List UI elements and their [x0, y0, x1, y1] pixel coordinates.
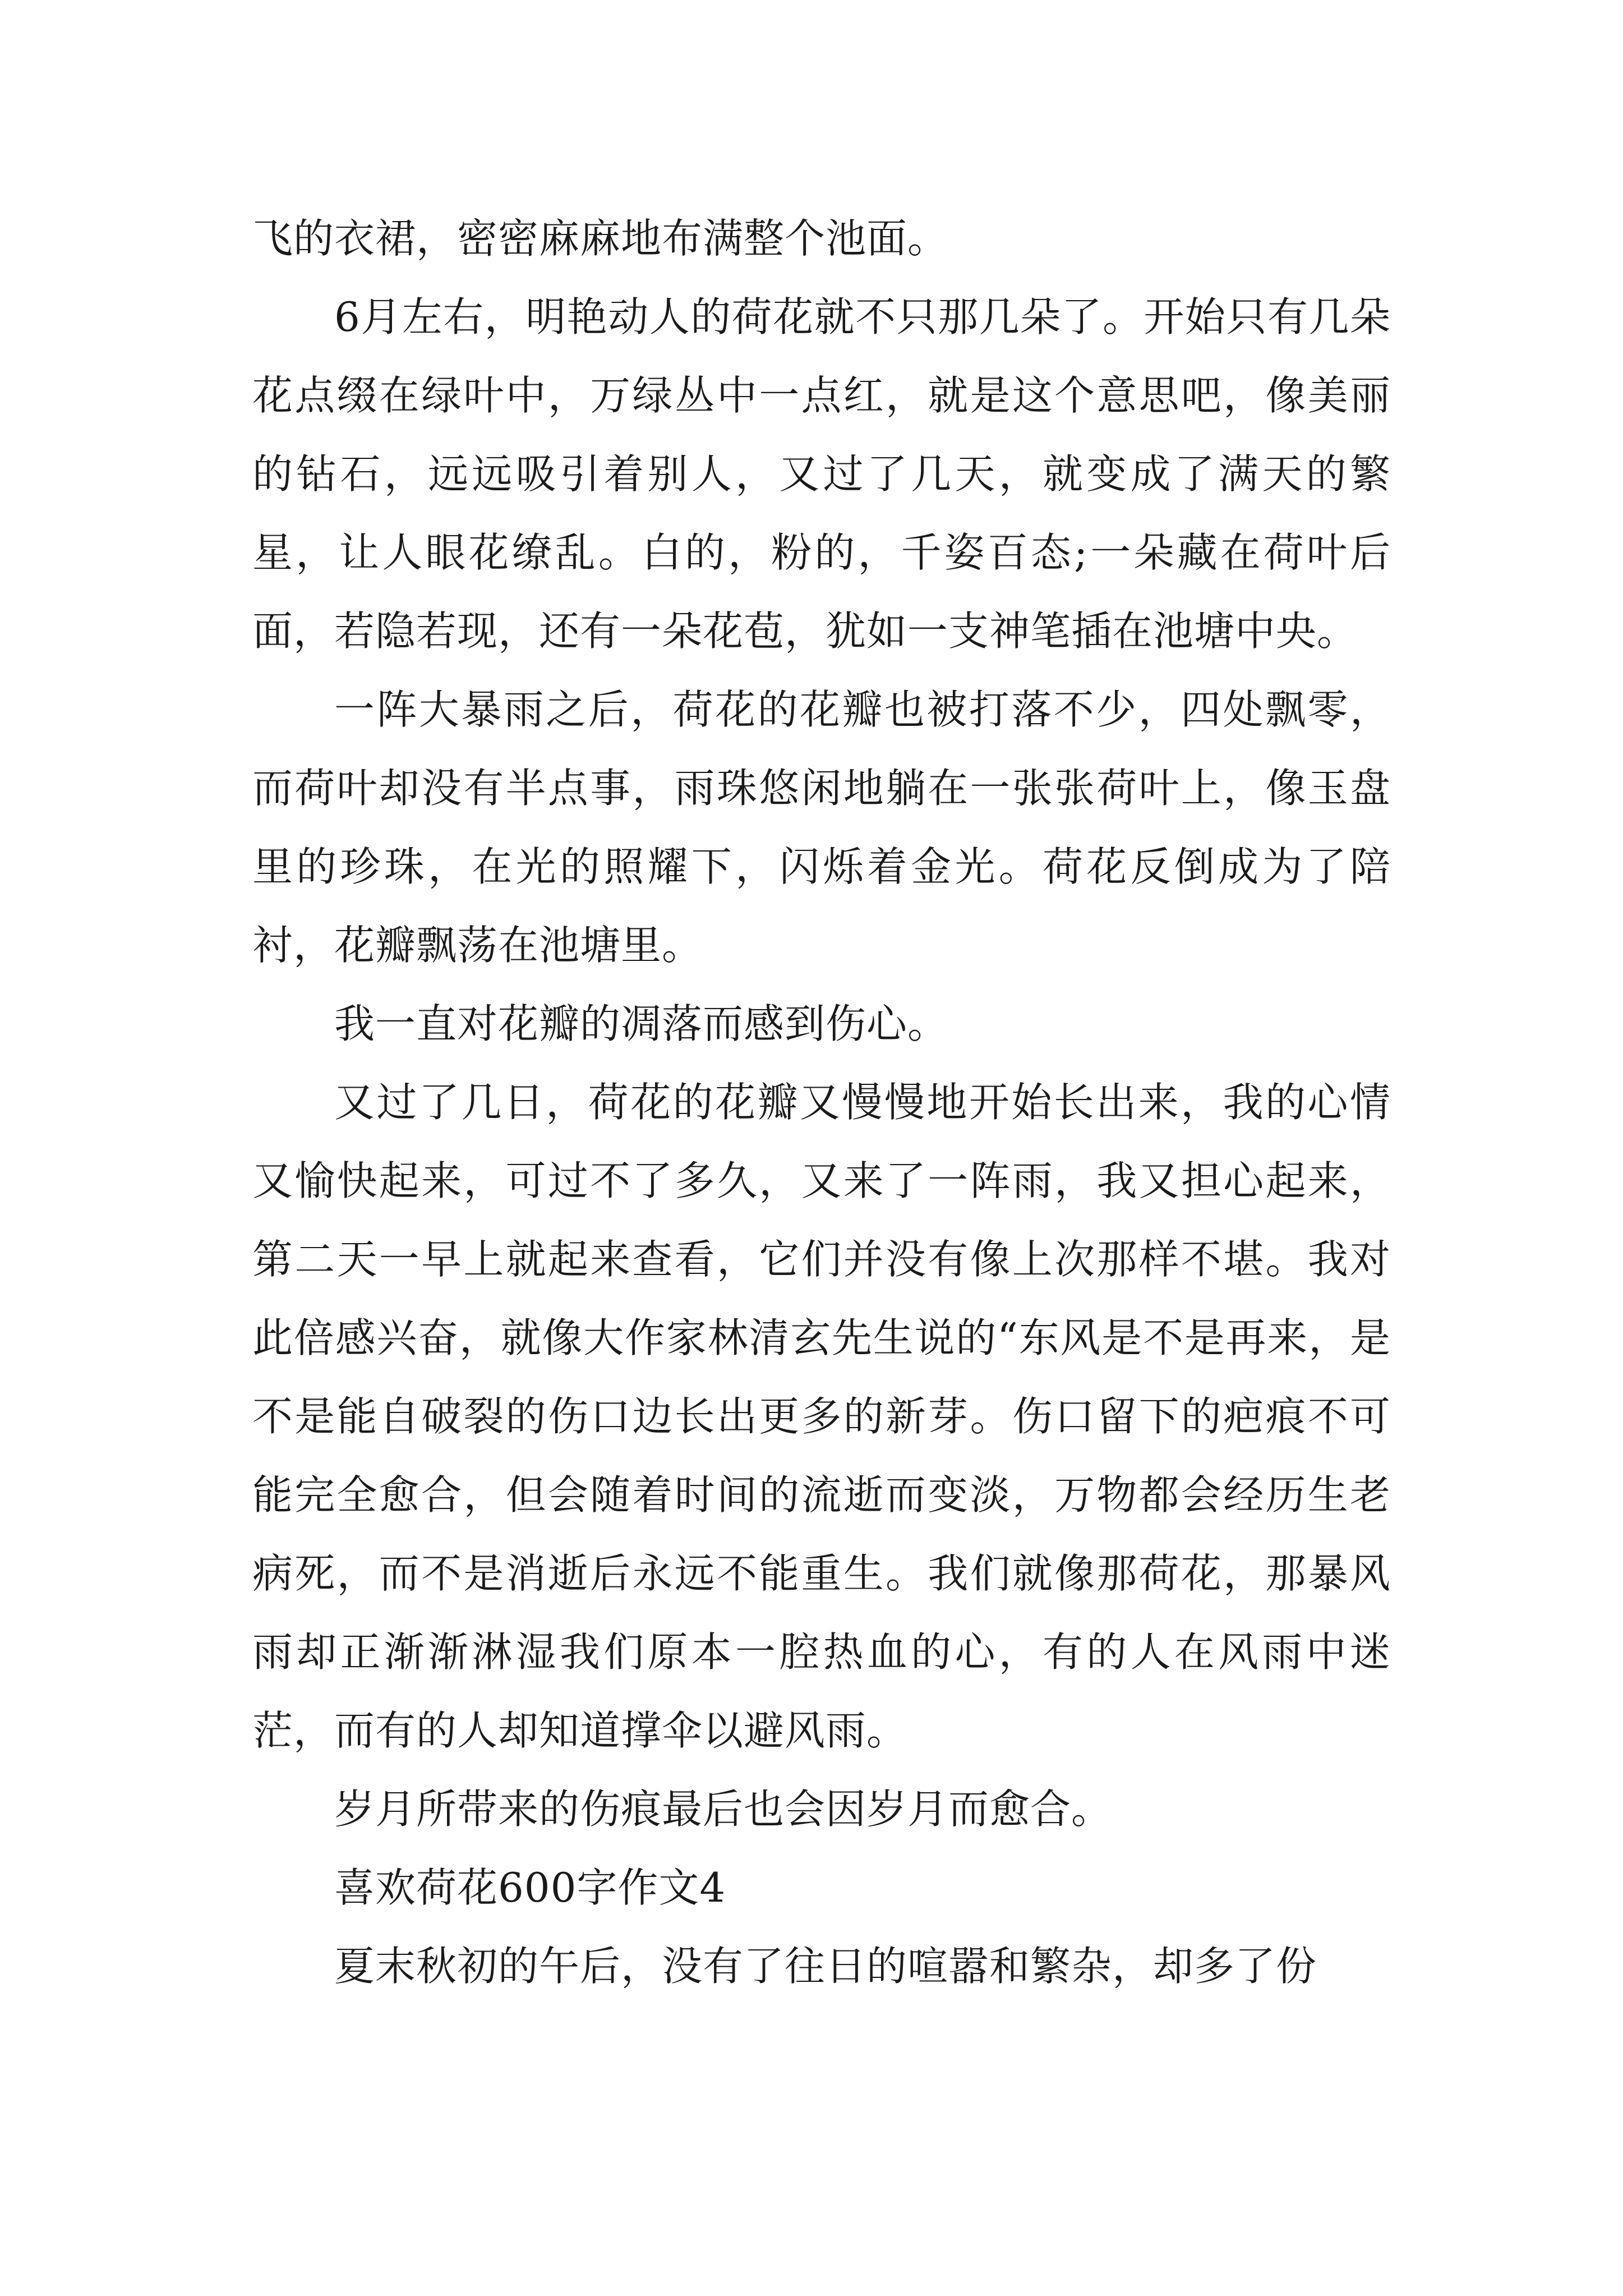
- paragraph-6: 岁月所带来的伤痕最后也会因岁月而愈合。: [334, 1786, 1113, 1833]
- document-body: [252, 199, 1391, 2005]
- paragraph-1: 飞的衣裙，密密麻麻地布满整个池面。: [252, 215, 949, 262]
- paragraph-7: 夏末秋初的午后，没有了往日的喧嚣和繁杂，却多了份: [334, 1943, 1317, 1990]
- paragraph-2: 6月左右，明艳动人的荷花就不只那几朵了。开始只有几朵花点缀在绿叶中，万绿丛中一点红，就是这个意思吧，像美丽的钻石，远远吸引着别人，又过了几天，就变成了满天的繁星，让人眼花缭乱。白的，粉的，千姿百态;一朵藏在荷叶后面，若隐若现，还有一朵花苞，犹如一支神笔插在池塘中央。: [252, 293, 1391, 655]
- paragraph-4: 我一直对花瓣的凋落而感到伤心。: [334, 1000, 949, 1047]
- section-heading: 喜欢荷花600字作文4: [334, 1864, 726, 1911]
- paragraph-3: 一阵大暴雨之后，荷花的花瓣也被打落不少，四处飘零，而荷叶却没有半点事，雨珠悠闲地躺在一张张荷叶上，像玉盘里的珍珠，在光的照耀下，闪烁着金光。荷花反倒成为了陪衬，花瓣飘荡在池塘里。: [252, 686, 1391, 969]
- paragraph-5: 又过了几日，荷花的花瓣又慢慢地开始长出来，我的心情又愉快起来，可过不了多久，又来了一阵雨，我又担心起来，第二天一早上就起来查看，它们并没有像上次那样不堪。我对此倍感兴奋，就像大作家林清玄先生说的“东风是不是再来，是不是能自破裂的伤口边长出更多的新芽。伤口留下的疤痕不可能完全愈合，但会随着时间的流逝而变淡，万物都会经历生老病死，而不是消逝后永远不能重生。我们就像那荷花，那暴风雨却正渐渐淋湿我们原本一腔热血的心，有的人在风雨中迷茫，而有的人却知道撑伞以避风雨。: [252, 1079, 1391, 1754]
